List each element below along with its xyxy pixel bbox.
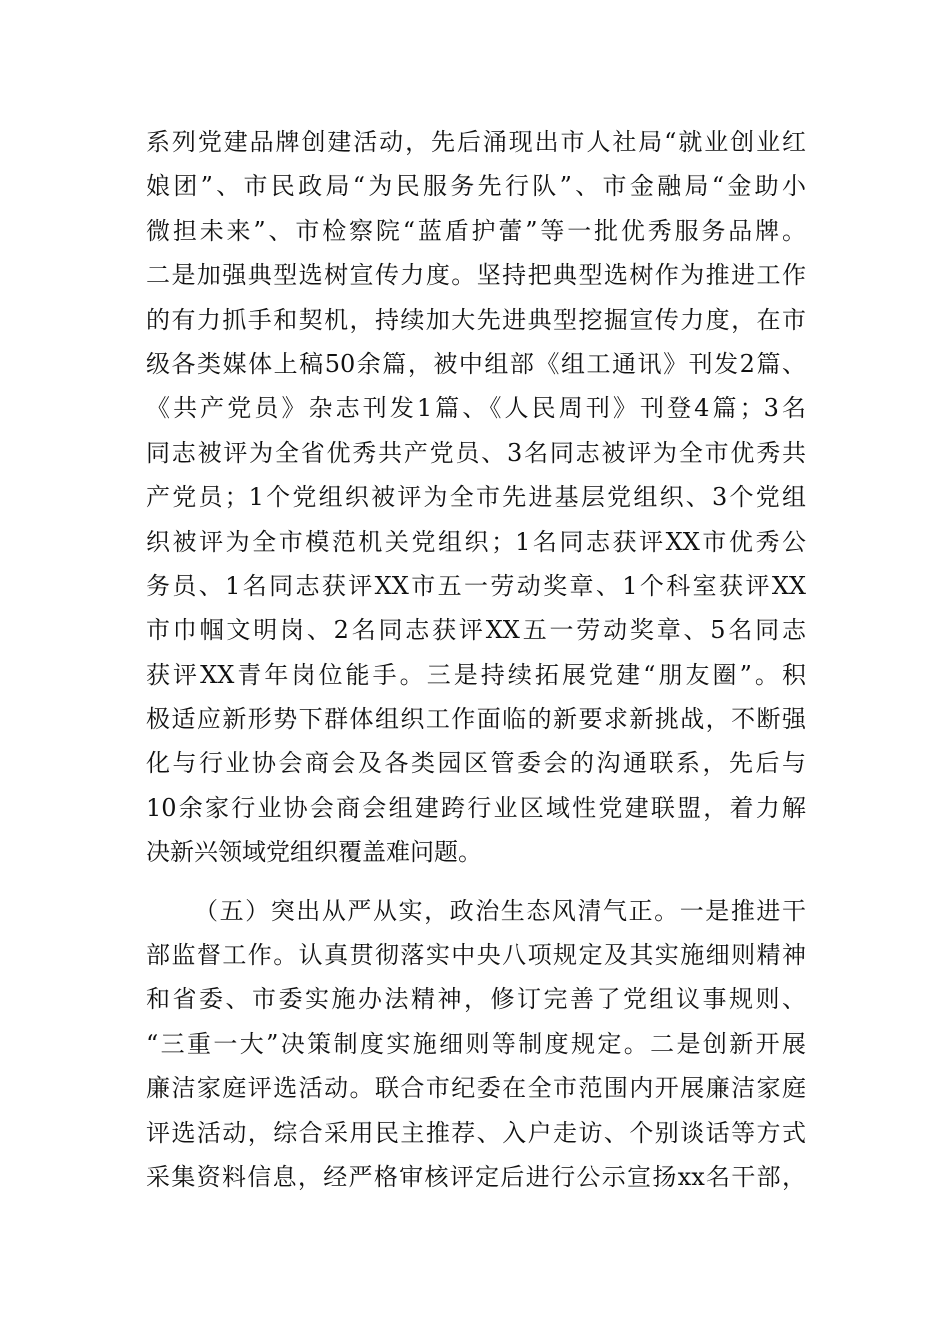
paragraph-line: 系列党建品牌创建活动，先后涌现出市人社局“就业创业红 xyxy=(146,128,806,156)
paragraph-line: 的有力抓手和契机，持续加大先进典型挖掘宣传力度，在市 xyxy=(146,305,806,334)
paragraph-line: 10余家行业协会商会组建跨行业区域性党建联盟，着力解 xyxy=(146,793,806,822)
paragraph-line: 务员、1名同志获评XX市五一劳动奖章、1个科室获评XX xyxy=(146,571,806,600)
paragraph-line: 娘团”、市民政局“为民服务先行队”、市金融局“金助小 xyxy=(146,172,806,201)
paragraph-line: 市巾帼文明岗、2名同志获评XX五一劳动奖章、5名同志 xyxy=(146,616,806,645)
section-heading-line: （五）突出从严从实，政治生态风清气正。一是推进干 xyxy=(194,896,806,925)
paragraph-spacer xyxy=(146,875,806,889)
paragraph-line: 二是加强典型选树宣传力度。坚持把典型选树作为推进工作 xyxy=(146,261,806,290)
paragraph-line: 廉洁家庭评选活动。联合市纪委在全市范围内开展廉洁家庭 xyxy=(146,1074,806,1103)
paragraph-line: 产党员；1个党组织被评为全市先进基层党组织、3个党组 xyxy=(146,483,806,512)
paragraph-line: 评选活动，综合采用民主推荐、入户走访、个别谈话等方式 xyxy=(146,1118,806,1147)
paragraph-line: 极适应新形势下群体组织工作面临的新要求新挑战，不断强 xyxy=(146,705,806,734)
paragraph-line: 采集资料信息，经严格审核评定后进行公示宣扬xx名干部， xyxy=(146,1162,806,1191)
paragraph-line: 级各类媒体上稿50余篇，被中组部《组工通讯》刊发2篇、 xyxy=(146,349,806,378)
paragraph-line: 获评XX青年岗位能手。三是持续拓展党建“朋友圈”。积 xyxy=(146,660,806,689)
paragraph-1 xyxy=(146,120,806,875)
paragraph-line: 部监督工作。认真贯彻落实中央八项规定及其实施细则精神 xyxy=(146,941,806,970)
paragraph-line: 微担未来”、市检察院“蓝盾护蕾”等一批优秀服务品牌。 xyxy=(146,216,806,245)
paragraph-line: 织被评为全市模范机关党组织；1名同志获评XX市优秀公 xyxy=(146,527,806,556)
document-body xyxy=(146,120,806,1199)
paragraph-2 xyxy=(146,889,806,1200)
paragraph-line: 《共产党员》杂志刊发1篇、《人民周刊》刊登4篇；3名 xyxy=(146,394,806,423)
paragraph-line: 化与行业协会商会及各类园区管委会的沟通联系，先后与 xyxy=(146,749,806,778)
paragraph-line: 同志被评为全省优秀共产党员、3名同志被评为全市优秀共 xyxy=(146,438,806,467)
paragraph-line: 决新兴领域党组织覆盖难问题。 xyxy=(146,838,482,867)
paragraph-line: 和省委、市委实施办法精神，修订完善了党组议事规则、 xyxy=(146,985,806,1014)
paragraph-line: “三重一大”决策制度实施细则等制度规定。二是创新开展 xyxy=(146,1029,806,1058)
